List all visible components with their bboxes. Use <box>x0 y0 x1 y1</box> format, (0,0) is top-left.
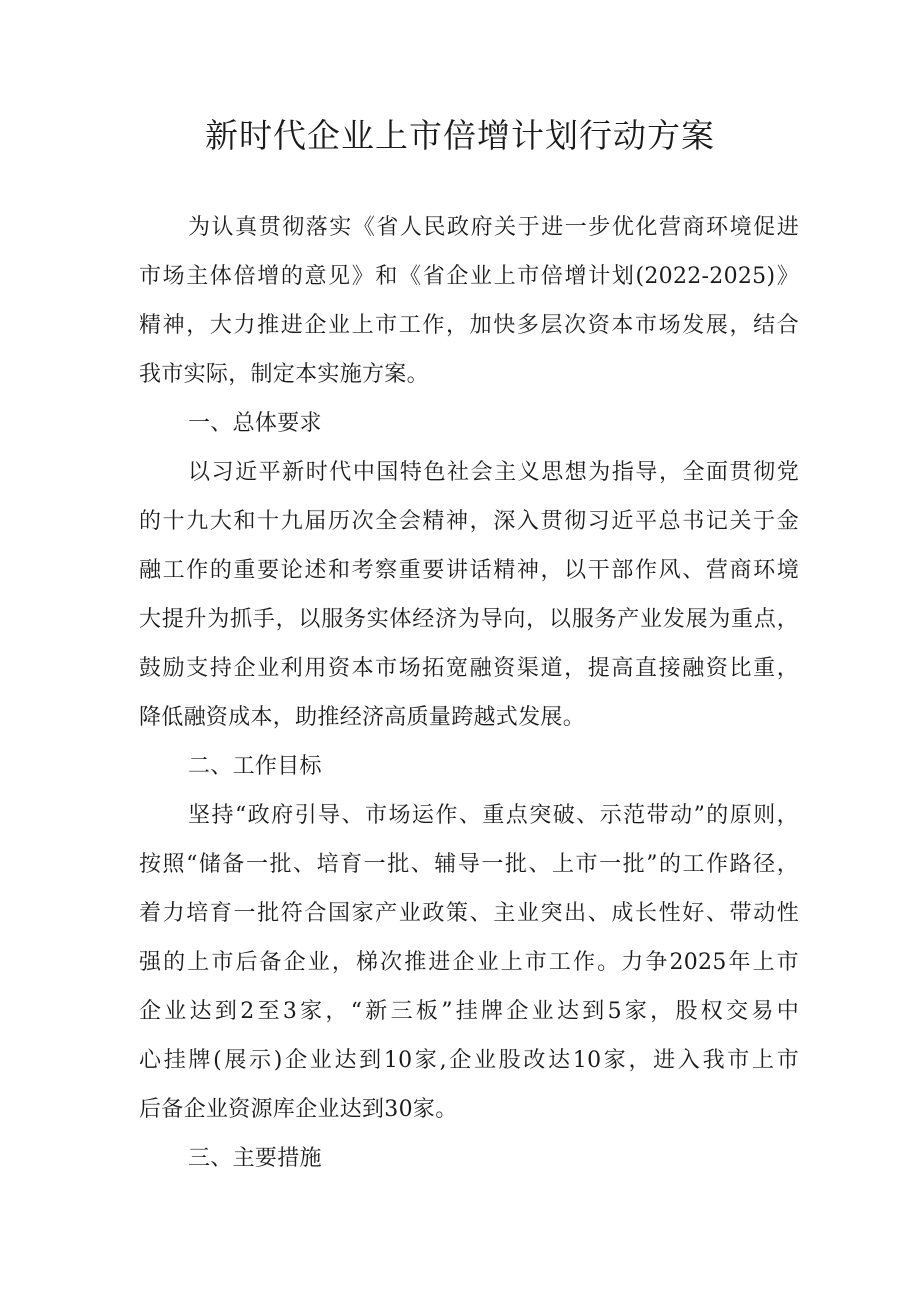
section1-line-5: 鼓励支持企业利用资本市场拓宽融资渠道，提高直接融资比重， <box>139 656 799 681</box>
intro-line-3: 精神，大力推进企业上市工作，加快多层次资本市场发展，结合 <box>139 313 799 338</box>
section2-heading: 二、工作目标 <box>188 754 322 779</box>
section1-line-1: 以习近平新时代中国特色社会主义思想为指导，全面贯彻党 <box>188 460 799 485</box>
section2-line-6: 心挂牌(展示)企业达到10家,企业股改达10家，进入我市上市 <box>139 1048 799 1073</box>
section1-line-4: 大提升为抓手，以服务实体经济为导向，以服务产业发展为重点， <box>139 607 799 632</box>
intro-line-4: 我市实际，制定本实施方案。 <box>139 362 429 387</box>
section2-line-7: 后备企业资源库企业达到30家。 <box>139 1097 458 1122</box>
section2-line-4: 强的上市后备企业，梯次推进企业上市工作。力争2025年上市 <box>139 950 799 975</box>
section2-line-5: 企业达到2至3家，“新三板”挂牌企业达到5家，股权交易中 <box>139 999 799 1024</box>
section1-line-6: 降低融资成本，助推经济高质量跨越式发展。 <box>139 705 586 730</box>
intro-line-2: 市场主体倍增的意见》和《省企业上市倍增计划(2022-2025)》 <box>139 264 799 289</box>
section3-heading: 三、主要措施 <box>188 1146 322 1171</box>
section1-heading: 一、总体要求 <box>188 411 322 436</box>
intro-line-1: 为认真贯彻落实《省人民政府关于进一步优化营商环境促进 <box>188 215 799 240</box>
document-title: 新时代企业上市倍增计划行动方案 <box>205 116 715 155</box>
section1-line-3: 融工作的重要论述和考察重要讲话精神，以干部作风、营商环境 <box>139 558 799 583</box>
section2-line-1: 坚持“政府引导、市场运作、重点突破、示范带动”的原则， <box>188 803 799 828</box>
section2-line-3: 着力培育一批符合国家产业政策、主业突出、成长性好、带动性 <box>139 901 799 926</box>
section1-line-2: 的十九大和十九届历次全会精神，深入贯彻习近平总书记关于金 <box>139 509 799 534</box>
section2-line-2: 按照“储备一批、培育一批、辅导一批、上市一批”的工作路径， <box>139 852 799 877</box>
